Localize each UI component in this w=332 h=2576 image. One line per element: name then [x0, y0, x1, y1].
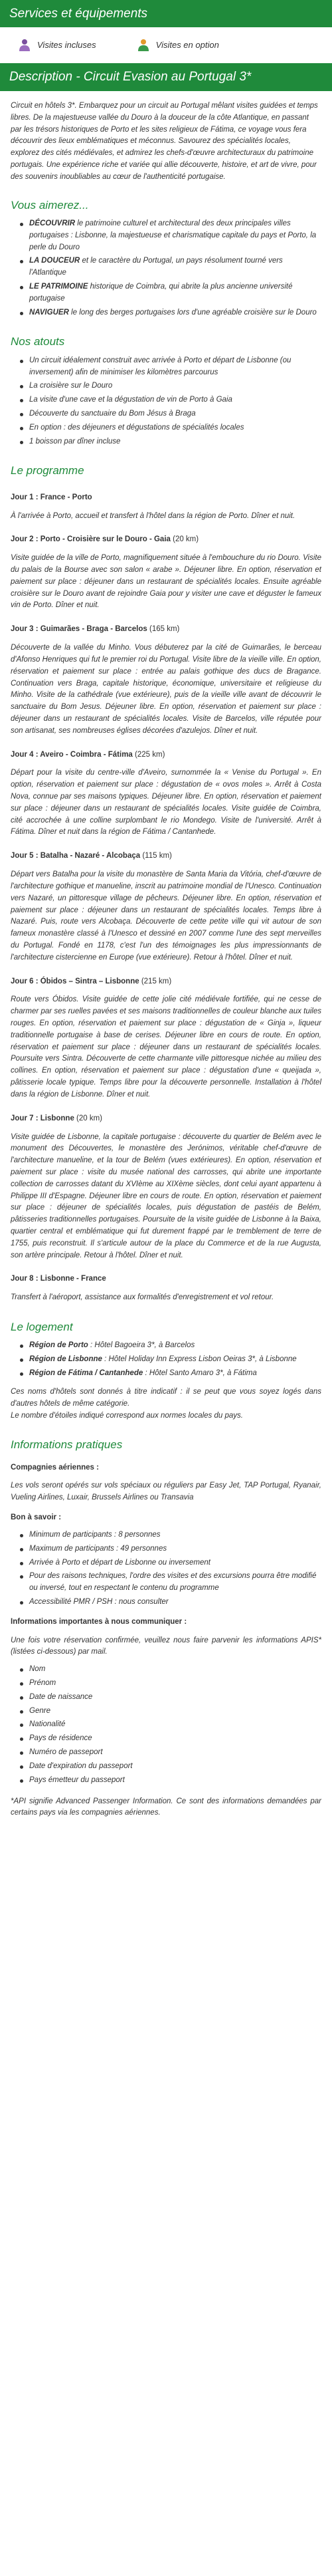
apis-item: Pays de résidence	[20, 1733, 321, 1745]
day-title	[11, 492, 321, 504]
day-title-text: Jour 2 : Porto - Croisière sur le Douro - Gaia	[11, 535, 171, 544]
programme-day	[11, 534, 321, 612]
atout-item: Découverte du sanctuaire du Bom Jésus à Braga	[20, 408, 321, 420]
aimerez-item	[20, 281, 321, 305]
day-text: Transfert à l'aéroport, assistance aux formalités d'enregistrement et vol retour.	[11, 1293, 274, 1302]
aimerez-item-bold: LE PATRIMOINE	[29, 282, 88, 291]
day-title	[11, 624, 321, 636]
logement-item	[20, 1340, 321, 1352]
day-title-text: Jour 6 : Óbidos – Sintra – Lisbonne	[11, 977, 139, 985]
programme-title: Le programme	[11, 464, 84, 477]
day-text: Visite guidée de la ville de Porto, magnifiquement située à l'embouchure du rio Douro. Visite du palais de la Bourse avec son salon « arabe ». Déjeuner libre. En option, réservation et paiement sur place : déjeuner dans un restaurant de spécialités locales. Ensuite agréable croisière sur le Douro avant de rejoindre Gaia pour y visiter une cave et déguster le fameux vin de Porto. Dîner et nuit.	[11, 554, 321, 610]
day-title-text: Jour 1 : France - Porto	[11, 493, 92, 501]
apis-item: Date d'expiration du passeport	[20, 1761, 321, 1773]
apis-item: Genre	[20, 1706, 321, 1718]
aimerez-item-bold: DÉCOUVRIR	[29, 219, 76, 227]
day-text: Découverte de la vallée du Minho. Vous débuterez par la cité de Guimarães, le berceau d'Afonso Henriques qui fut le premier roi du Portugal. Visite libre de la vieille ville. En option, réservation et paiement sur place : entrée au palais gothique des ducs de Bragance. Continuation vers Braga, capitale historique, économique, universitaire et religieuse du Minho. Visite de la cathédrale (vue extérieure), puis de la vieille ville avant de découvrir le sanctuaire du Bom Jesus. Déjeuner libre. En option, réservation et paiement sur place : déjeuner dans un restaurant de spécialités locales. Visite de Barcelos, ville réputée pour son artisanat, ses nombreuses églises décorées d'azulejos. Dîner et nuit.	[11, 644, 321, 735]
atout-item: La croisière sur le Douro	[20, 380, 321, 392]
atout-item: 1 boisson par dîner incluse	[20, 436, 321, 448]
visits-included	[17, 38, 96, 53]
aimerez-item	[20, 307, 321, 319]
bon-list	[11, 1529, 321, 1609]
apis-list	[11, 1664, 321, 1786]
companies-label: Compagnies aériennes :	[11, 1463, 99, 1472]
programme-days	[11, 492, 321, 1304]
infos-title: Informations pratiques	[11, 1438, 123, 1452]
visits-included-label: Visites incluses	[37, 40, 96, 51]
logement-item-bold: Région de Fátima / Cantanhede	[29, 1369, 143, 1378]
logement-item-text: : Hôtel Holiday Inn Express Lisbon Oeiras 3*, à Lisbonne	[102, 1355, 297, 1364]
logement-item	[20, 1368, 321, 1380]
bon-item: Accessibilité PMR / PSH : nous consulter	[20, 1597, 321, 1609]
logement-item-text: : Hôtel Bagoeira 3*, à Barcelos	[88, 1341, 195, 1350]
atout-item: En option : des déjeuners et dégustations de spécialités locales	[20, 422, 321, 434]
services-header: Services et équipements	[0, 0, 332, 27]
programme-day	[11, 976, 321, 1101]
programme-day	[11, 1113, 321, 1262]
logement-list	[11, 1340, 321, 1379]
important-text: Une fois votre réservation confirmée, veuillez nous faire parvenir les informations APIS* (listées ci-dessous) par mail.	[11, 1636, 321, 1656]
aimerez-item	[20, 218, 321, 253]
equipment-row	[0, 27, 332, 63]
logement-item-bold: Région de Porto	[29, 1341, 88, 1350]
day-distance: (20 km)	[74, 1114, 103, 1122]
day-title	[11, 976, 321, 988]
description-header: Description - Circuit Evasion au Portugal 3*	[0, 63, 332, 90]
aimerez-item-text: le patrimoine culturel et architectural des deux principales villes portugaises : Lisbonne, la majestueuse et charismatique capitale du pays et Porto, la perle du Douro	[29, 219, 317, 251]
programme-day	[11, 850, 321, 964]
logement-note-1: Ces noms d'hôtels sont donnés à titre indicatif : il se peut que vous soyez logés dans d'autres hôtels de même catégorie.	[11, 1387, 321, 1408]
bon-item: Maximum de participants : 49 personnes	[20, 1543, 321, 1555]
apis-item: Pays émetteur du passeport	[20, 1775, 321, 1787]
day-distance: (20 km)	[170, 535, 199, 544]
bon-label: Bon à savoir :	[11, 1513, 62, 1522]
api-footnote: *API signifie Advanced Passenger Information. Ce sont des informations demandées par certains pays via les compagnies aériennes.	[11, 1797, 321, 1817]
day-distance: (165 km)	[147, 625, 180, 634]
person-option-icon	[136, 38, 151, 53]
programme-day	[11, 624, 321, 737]
day-text: Départ pour la visite du centre-ville d'Aveiro, surnommée la « Venise du Portugal ». En option, réservation et paiement sur place : dégustation de « ovos moles ». Arrêt à Costa Nova, connue par ses maisons typiques. Déjeuner libre. En option, réservation et paiement sur place : déjeuner dans un restaurant de spécialités locales. Visite guidée de Coimbra, cité accrochée à une colline surplombant le rio Mondego. Visite de l'université. Arrêt à Fátima. Dîner et nuit dans la région de Fátima / Cantanhede.	[11, 769, 321, 837]
content	[0, 91, 332, 1819]
bon-item: Pour des raisons techniques, l'ordre des visites et des excursions pourra être modifié ou inversé, tout en respectant le contenu du programme	[20, 1571, 321, 1595]
logement-item-text: : Hôtel Santo Amaro 3*, à Fátima	[143, 1369, 257, 1378]
day-title	[11, 1113, 321, 1125]
day-distance: (215 km)	[139, 977, 172, 985]
day-text: À l'arrivée à Porto, accueil et transfert à l'hôtel dans la région de Porto. Dîner et nuit.	[11, 511, 295, 520]
day-title	[11, 749, 321, 761]
aimerez-item	[20, 255, 321, 279]
logement-title: Le logement	[11, 1321, 73, 1334]
programme-day	[11, 749, 321, 839]
day-title-text: Jour 7 : Lisbonne	[11, 1114, 74, 1122]
aimerez-item-bold: NAVIGUER	[29, 308, 69, 317]
apis-item: Numéro de passeport	[20, 1747, 321, 1759]
logement-item-bold: Région de Lisbonne	[29, 1355, 102, 1364]
atout-item: Un circuit idéalement construit avec arrivée à Porto et départ de Lisbonne (ou inversement) afin de minimiser les kilomètres parcourus	[20, 355, 321, 379]
day-title	[11, 850, 321, 862]
day-title-text: Jour 4 : Aveiro - Coimbra - Fátima	[11, 750, 133, 759]
day-title-text: Jour 5 : Batalha - Nazaré - Alcobaça	[11, 852, 141, 860]
day-text: Route vers Óbidos. Visite guidée de cette jolie cité médiévale fortifiée, qui ne cesse de charmer par ses ruelles pavées et ses maisons traditionnelles de couleur blanche aux tuiles rouges. En option, réservation et paiement sur place : dégustation de « Ginja », liqueur traditionnelle portugaise à base de cerises. Déjeuner libre en cours de route. En option, réservation et paiement sur place : déjeuner dans un restaurant de spécialités locales. Poursuite vers Sintra. Découverte de cette charmante ville pittoresque nichée au milieu des collines. En option, réservation et paiement sur place : dégustation d'une « queijada », pâtisserie locale typique. Temps libre pour la découverte personnelle. Installation à l'hôtel dans la région de Lisbonne. Dîner et nuit.	[11, 995, 321, 1098]
day-distance: (225 km)	[132, 750, 165, 759]
companies-text: Les vols seront opérés sur vols spéciaux ou réguliers par Easy Jet, TAP Portugal, Ryanair, Vueling Airlines, Luxair, Brussels Airlines ou Transavia	[11, 1481, 321, 1502]
programme-day	[11, 492, 321, 523]
bon-item: Minimum de participants : 8 personnes	[20, 1529, 321, 1541]
vous-aimerez-list	[11, 218, 321, 319]
day-title-text: Jour 8 : Lisbonne - France	[11, 1275, 106, 1283]
aimerez-item-text: et le caractère du Portugal, un pays résolument tourné vers l'Atlantique	[29, 257, 283, 277]
vous-aimerez-title: Vous aimerez...	[11, 198, 89, 211]
programme-day	[11, 1273, 321, 1304]
day-title	[11, 534, 321, 546]
apis-item: Prénom	[20, 1678, 321, 1690]
atouts-list	[11, 355, 321, 448]
day-distance: (115 km)	[140, 852, 172, 860]
aimerez-item-text: le long des berges portugaises lors d'une agréable croisière sur le Douro	[68, 308, 317, 317]
atout-item: La visite d'une cave et la dégustation de vin de Porto à Gaia	[20, 394, 321, 406]
day-text: Visite guidée de Lisbonne, la capitale portugaise : découverte du quartier de Belém avec le monument des Découvertes, le monastère des Jerónimos, véritable chef-d'œuvre de l'architecture manueline, et la tour de Belém (vues extérieures). En option, réservation et paiement sur place : visite du musée national des carrosses, qui abrite une importante collection de carrosses datant du XVIème au XIXème siècles, dont celui ayant appartenu à Philippe III d'Espagne. Déjeuner libre en cours de route. En option, réservation et paiement sur place : déjeuner de spécialités locales, puis dégustation de pastéis de Belém, pâtisseries traditionnelles portugaises. Poursuite de la visite guidée de Lisbonne à la Baixa, quartier central et emblématique qui fut durement frappé par le tremblement de terre de 1755, puis reconstruit. Il s'articule autour de la place du Commerce et de la rue Augusta, son artère principale. Retour à l'hôtel. Dîner et nuit.	[11, 1132, 321, 1259]
intro-text: Circuit en hôtels 3*. Embarquez pour un circuit au Portugal mêlant visites guidées et temps libres. De la majestueuse vallée du Douro à la douceur de la côte Atlantique, en passant par les trésors historiques de Porto et les sites religieux de Fátima, ce voyage vous fera découvrir des lieux emblématiques et méconnus. Savourez des spécialités locales, explorez des cités médiévales, et admirez les chefs-d'œuvre architecturaux du patrimoine portugais. Une expérience riche et variée qui allie découverte, histoire, et art de vivre, pour des souvenirs inoubliables au cœur de l'authenticité portugaise.	[11, 101, 318, 181]
visits-option	[136, 38, 219, 53]
atouts-title: Nos atouts	[11, 335, 65, 348]
person-icon	[17, 38, 32, 53]
apis-item: Nationalité	[20, 1719, 321, 1731]
apis-item: Date de naissance	[20, 1692, 321, 1704]
aimerez-item-bold: LA DOUCEUR	[29, 257, 80, 265]
logement-item	[20, 1354, 321, 1366]
day-title-text: Jour 3 : Guimarães - Braga - Barcelos	[11, 625, 147, 634]
aimerez-item-text: historique de Coimbra, qui abrite la plus ancienne université portugaise	[29, 282, 293, 303]
important-label: Informations importantes à nous communiquer :	[11, 1617, 187, 1626]
bon-item: Arrivée à Porto et départ de Lisbonne ou inversement	[20, 1557, 321, 1569]
day-text: Départ vers Batalha pour la visite du monastère de Santa Maria da Vitória, chef-d'œuvre de l'architecture gothique et manueline, inscrit au patrimoine mondial de l'Unesco. Continuation vers Nazaré, un pittoresque village de pêcheurs. Déjeuner libre. En option, réservation et paiement sur place : déjeuner dans un restaurant de spécialités locales. Temps libre à Nazaré. Puis, route vers Alcobaça. Découverte de cette petite ville qui vit autour de son fameux monastère classé à l'Unesco et dessiné en 2007 comme l'une des sept merveilles du Portugal. Fondé en 1178, c'est l'un des témoignages les plus impressionnants de l'architecture cistercienne en Europe (vue extérieure). Retour à l'hôtel. Dîner et nuit.	[11, 870, 321, 962]
visits-option-label: Visites en option	[155, 40, 219, 51]
logement-note-2: Le nombre d'étoiles indiqué correspond aux normes locales du pays.	[11, 1411, 243, 1420]
apis-item: Nom	[20, 1664, 321, 1676]
day-title	[11, 1273, 321, 1285]
